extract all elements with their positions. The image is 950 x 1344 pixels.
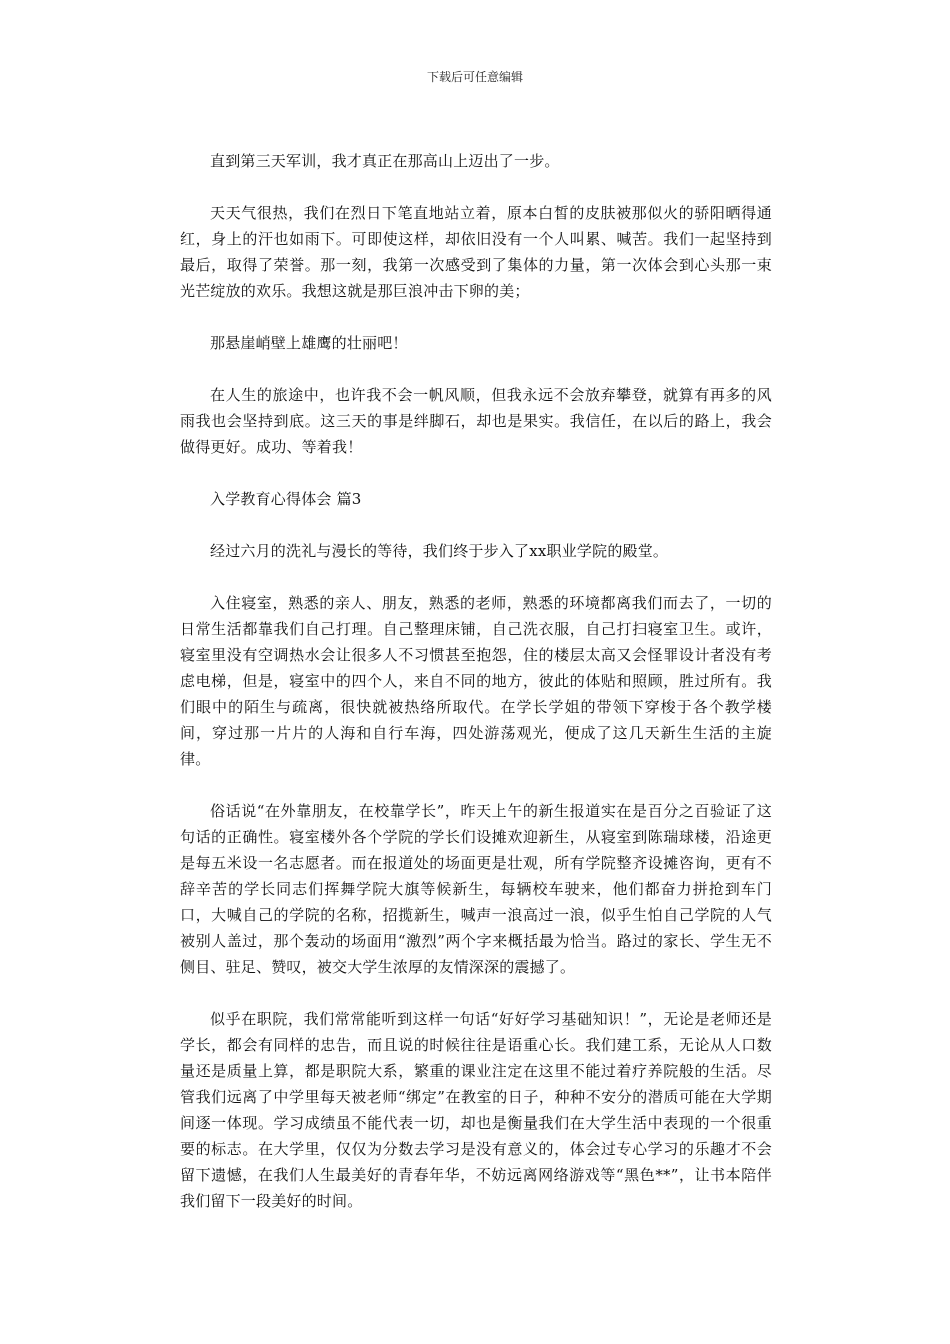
page-header: 下载后可任意编辑 — [426, 70, 523, 84]
paragraph-2: 天天气很热，我们在烈日下笔直地站立着，原本白皙的皮肤被那似火的骄阳晒得通红，身上的汗也如雨下。可即使这样，却依旧没有一个人叫累、喊苦。我们一起坚持到最后，取得了荣誉。那一刻，我第一次感受到了集体的力量，第一次体会到心头那一束光芒绽放的欢乐。我想这就是那巨浪冲击下卵的美； — [180, 204, 772, 300]
paragraph-4: 在人生的旅途中，也许我不会一帆风顺，但我永远不会放弃攀登，就算有再多的风雨我也会坚持到底。这三天的事是绊脚石，却也是果实。我信任，在以后的路上，我会做得更好。成功、等着我！ — [180, 386, 772, 456]
paragraph-8: 似乎在职院，我们常常能听到这样一句话“好好学习基础知识！”，无论是老师还是学长，都会有同样的忠告，而且说的时候往往是语重心长。我们建工系，无论从人口数量还是质量上算，都是职院大系，繁重的课业注定在这里不能过着疗养院般的生活。尽管我们远离了中学里每天被老师“绑定”在教室的日子，种种不安分的潜质可能在大学期间逐一体现。学习成绩虽不能代表一切，却也是衡量我们在大学生活中表现的一个很重要的标志。在大学里，仅仅为分数去学习是没有意义的，体会过专心学习的乐趣才不会留下遗憾，在我们人生最美好的青春年华，不妨远离网络游戏等“黑色**”，让书本陪伴我们留下一段美好的时间。 — [180, 1010, 772, 1210]
paragraph-1: 直到第三天军训，我才真正在那高山上迈出了一步。 — [210, 152, 560, 170]
paragraph-3: 那悬崖峭壁上雄鹰的壮丽吧！ — [210, 334, 408, 352]
paragraph-6: 入住寝室，熟悉的亲人、朋友，熟悉的老师，熟悉的环境都离我们而去了，一切的日常生活都靠我们自己打理。自己整理床铺，自己洗衣服，自己打扫寝室卫生。或许，寝室里没有空调热水会让很多人不习惯甚至抱怨，住的楼层太高又会怪罪设计者没有考虑电梯，但是，寝室中的四个人，来自不同的地方，彼此的体贴和照顾，胜过所有。我们眼中的陌生与疏离，很快就被热络所取代。在学长学姐的带领下穿梭于各个教学楼间，穿过那一片片的人海和自行车海，四处游荡观光，便成了这几天新生生活的主旋律。 — [180, 594, 772, 768]
section-heading: 入学教育心得体会 篇3 — [210, 490, 362, 508]
paragraph-7: 俗话说“在外靠朋友，在校靠学长”，昨天上午的新生报道实在是百分之百验证了这句话的正确性。寝室楼外各个学院的学长们设摊欢迎新生，从寝室到陈瑞球楼，沿途更是每五米设一名志愿者。而在报道处的场面更是壮观，所有学院整齐设摊咨询，更有不辞辛苦的学长同志们挥舞学院大旗等候新生，每辆校车驶来，他们都奋力拼抢到车门口，大喊自己的学院的名称，招揽新生，喊声一浪高过一浪，似乎生怕自己学院的人气被别人盖过，那个轰动的场面用“激烈”两个字来概括最为恰当。路过的家长、学生无不侧目、驻足、赞叹，被交大学生浓厚的友情深深的震撼了。 — [180, 802, 772, 976]
paragraph-5: 经过六月的洗礼与漫长的等待，我们终于步入了xx职业学院的殿堂。 — [210, 542, 669, 560]
document-body — [180, 148, 772, 1240]
